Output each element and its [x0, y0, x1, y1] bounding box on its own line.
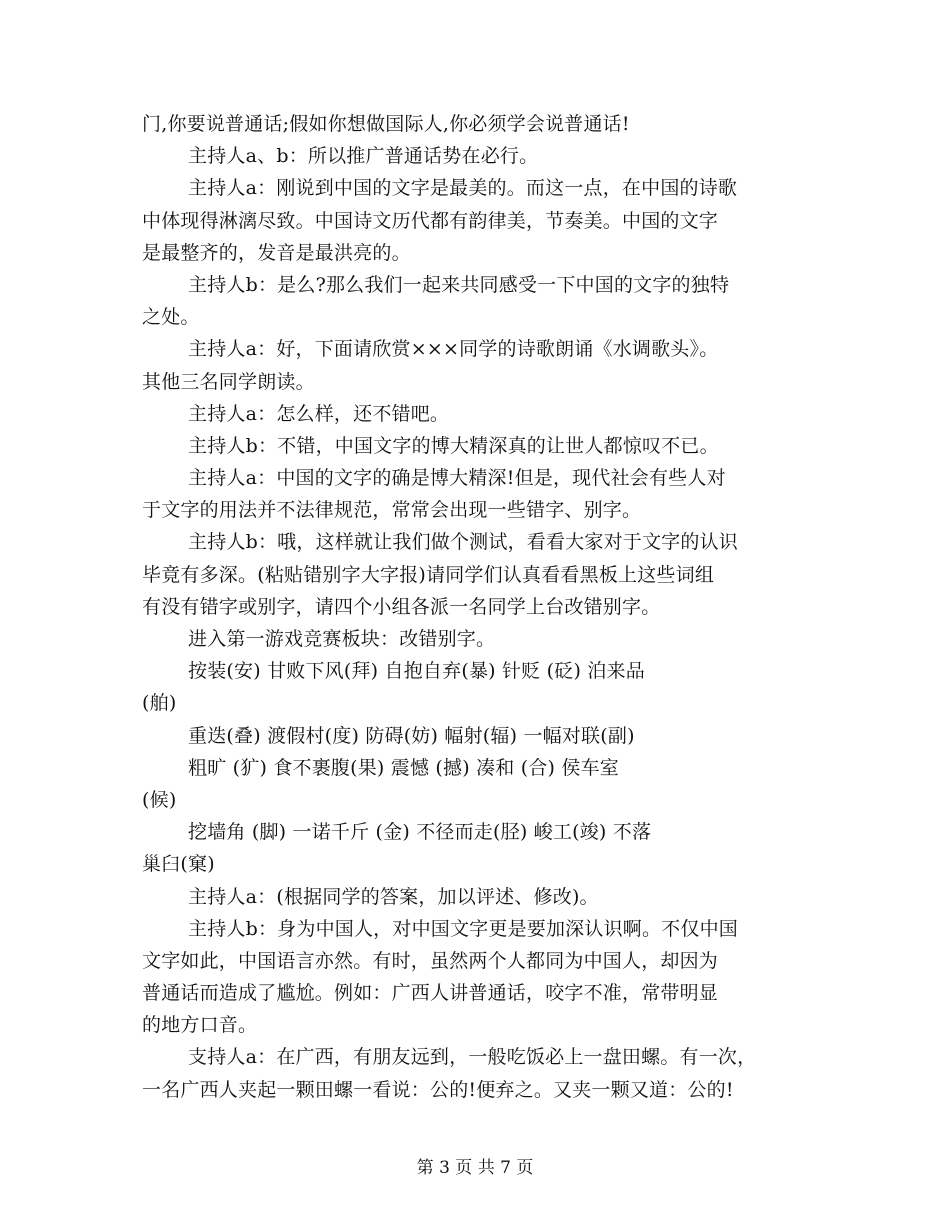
text-line: 重迭(叠) 渡假村(度) 防碍(妨) 幅射(辐) 一幅对联(副)	[188, 724, 635, 747]
text-line: 的地方口音。	[142, 1014, 258, 1037]
document-body	[142, 108, 832, 1106]
text-line: 主持人b：是么?那么我们一起来共同感受一下中国的文字的独特	[188, 273, 730, 296]
text-line: (候)	[142, 788, 177, 811]
text-line: 主持人a：好，下面请欣赏×××同学的诗歌朗诵《水调歌头》。	[188, 338, 719, 361]
text-line: 主持人b：哦，这样就让我们做个测试，看看大家对于文字的认识	[188, 531, 738, 554]
text-line: 一名广西人夹起一颗田螺一看说：公的!便弃之。又夹一颗又道：公的!	[142, 1078, 734, 1101]
text-line: 主持人a、b：所以推广普通话势在必行。	[188, 145, 539, 168]
text-line: 之处。	[142, 306, 200, 329]
text-line: (舶)	[142, 692, 177, 715]
text-line: 主持人b：身为中国人，对中国文字更是要加深认识啊。不仅中国	[188, 917, 738, 940]
text-line: 进入第一游戏竞赛板块：改错别字。	[188, 628, 496, 650]
text-line: 毕竟有多深。(粘贴错别字大字报)请同学们认真看看黑板上这些词组	[142, 563, 715, 586]
text-line: 普通话而造成了尴尬。例如：广西人讲普通话，咬字不准，常带明显	[142, 982, 719, 1005]
text-line: 主持人a：中国的文字的确是博大精深!但是，现代社会有些人对	[188, 467, 726, 490]
text-line: 门,你要说普通话;假如你想做国际人,你必须学会说普通话!	[142, 113, 630, 135]
text-line: 粗旷 (犷) 食不裹腹(果) 震憾 (撼) 凑和 (合) 侯车室	[188, 756, 619, 779]
text-line: 文字如此，中国语言亦然。有时，虽然两个人都同为中国人，却因为	[142, 949, 719, 972]
text-line: 主持人a：怎么样，还不错吧。	[188, 402, 450, 425]
text-line: 于文字的用法并不法律规范，常常会出现一些错字、别字。	[142, 499, 642, 522]
text-line: 是最整齐的，发音是最洪亮的。	[142, 241, 411, 264]
text-line: 支持人a：在广西，有朋友远到，一般吃饭必上一盘田螺。有一次，	[188, 1046, 757, 1069]
text-line: 巢臼(窠)	[142, 853, 215, 876]
text-line: 主持人b：不错，中国文字的博大精深真的让世人都惊叹不已。	[188, 434, 719, 457]
text-line: 按装(安) 甘败下风(拜) 自抱自弃(暴) 针贬 (砭) 泊来品	[188, 660, 645, 683]
page-number-footer: 第 3 页 共 7 页	[416, 1158, 534, 1178]
text-line: 主持人a：(根据同学的答案，加以评述、修改)。	[188, 885, 599, 908]
text-line: 有没有错字或别字，请四个小组各派一名同学上台改错别字。	[142, 595, 661, 618]
text-line: 主持人a：刚说到中国的文字是最美的。而这一点，在中国的诗歌	[188, 177, 738, 200]
text-line: 其他三名同学朗读。	[142, 370, 315, 393]
text-line: 挖墙角 (脚) 一诺千斤 (金) 不径而走(胫) 峻工(竣) 不落	[188, 821, 652, 844]
text-line: 中体现得淋漓尽致。中国诗文历代都有韵律美，节奏美。中国的文字	[142, 209, 719, 232]
